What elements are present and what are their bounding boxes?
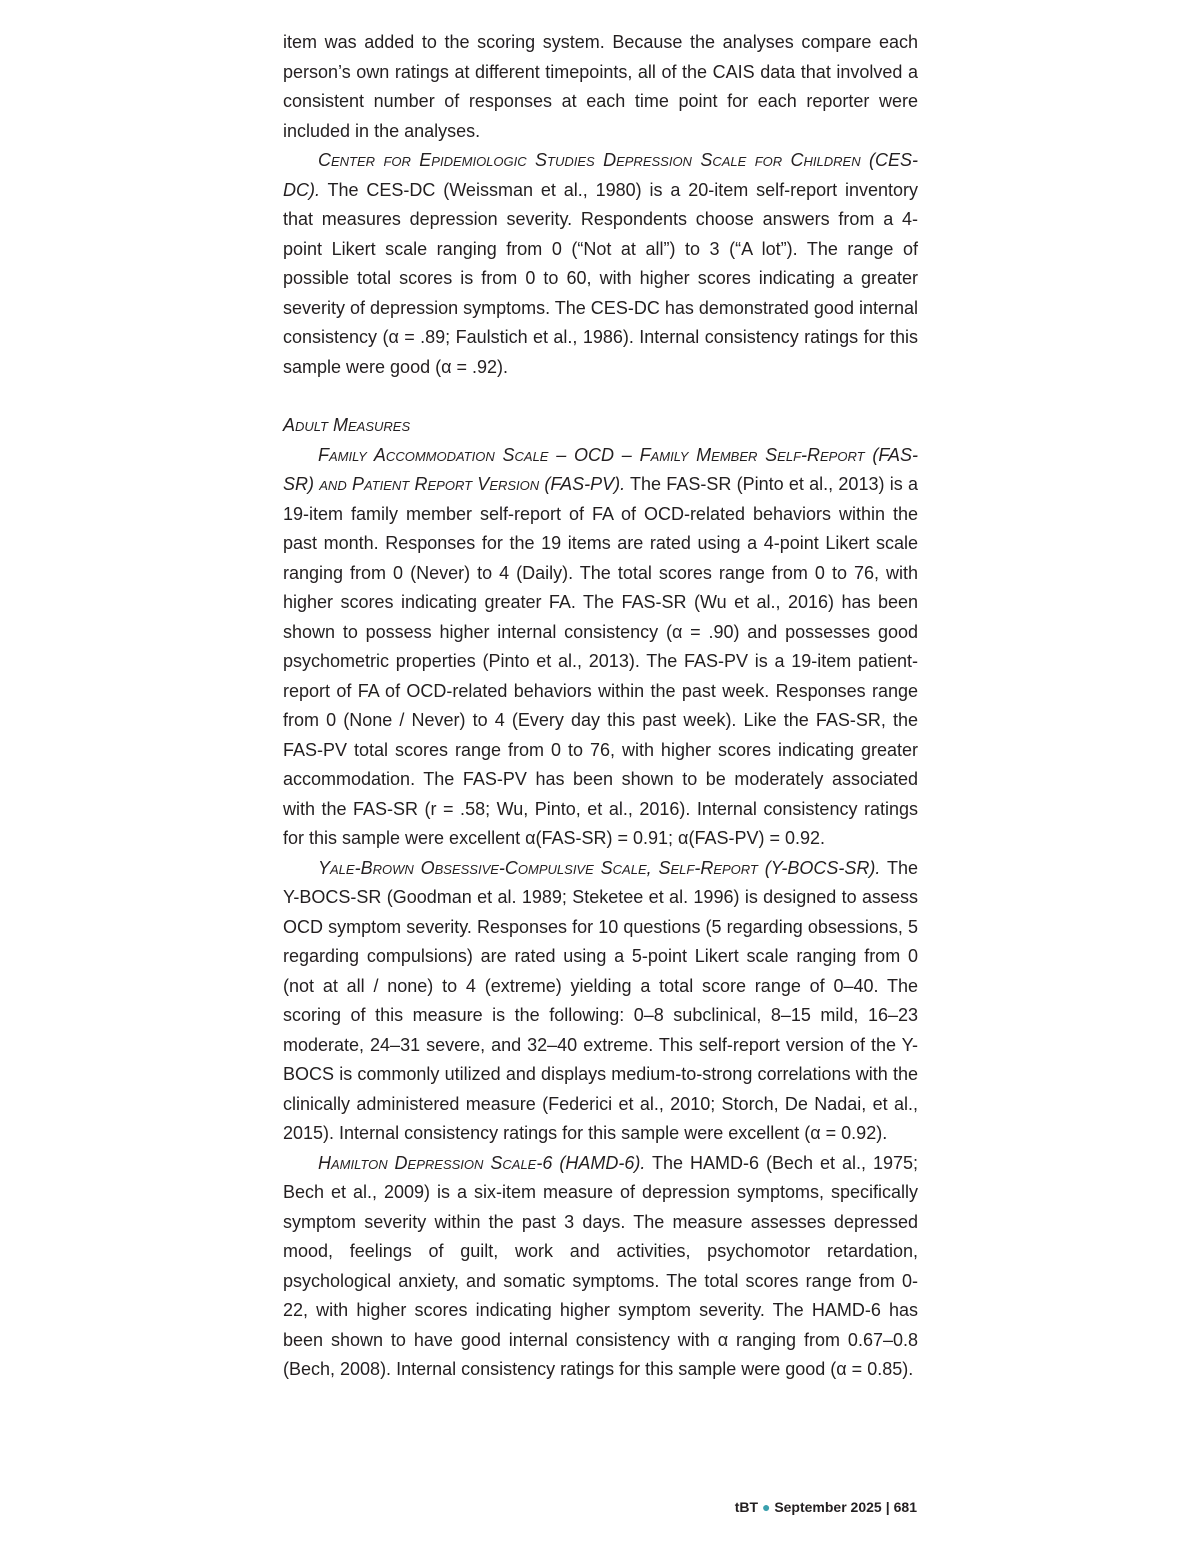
paragraph-fas bbox=[283, 441, 918, 854]
section-heading-adult-measures: Adult Measures bbox=[283, 415, 411, 435]
paragraph-text: The HAMD-6 (Bech et al., 1975; Bech et al., 2009) is a six-item measure of depression symptoms, specifically symptom severity within the past 3 days. The measure assesses depressed mood, feelings of guilt, work and activities, psychomotor retardation, psychological anxiety, and somatic symptoms. The total scores range from 0-22, with higher scores indicating higher symptom severity. The HAMD-6 has been shown to have good internal consistency with α ranging from 0.67–0.8 (Bech, 2008). Internal consistency ratings for this sample were good (α = 0.85). bbox=[283, 1152, 918, 1379]
paragraph-text: item was added to the scoring system. Because the analyses compare each person’s own ratings at different timepoints, all of the CAIS data that involved a consistent number of responses at each time point for each reporter were included in the analyses. bbox=[283, 32, 918, 141]
measure-heading-hamd: Hamilton Depression Scale-6 (HAMD-6). bbox=[318, 1152, 646, 1173]
issue-date: September 2025 bbox=[774, 1499, 882, 1515]
paragraph-text: The Y-BOCS-SR (Goodman et al. 1989; Steketee et al. 1996) is designed to assess OCD symptom severity. Responses for 10 questions (5 regarding obsessions, 5 regarding compulsions) are rated using a 5-point Likert scale ranging from 0 (not at all / none) to 4 (extreme) yielding a total score range of 0–40. The scoring of this measure is the following: 0–8 subclinical, 8–15 mild, 16–23 moderate, 24–31 severe, and 32–40 extreme. This self-report version of the Y-BOCS is commonly utilized and displays medium-to-strong correlations with the clinically administered measure (Federici et al., 2010; Storch, De Nadai, et al., 2015). Internal consistency ratings for this sample were excellent (α = 0.92). bbox=[283, 857, 918, 1143]
journal-name: tBT bbox=[734, 1499, 759, 1515]
footer-separator: | bbox=[885, 1499, 890, 1515]
footer-dot-icon: ● bbox=[761, 1499, 771, 1515]
measure-heading-ybocs: Yale-Brown Obsessive-Compulsive Scale, Self-Report (Y-BOCS-SR). bbox=[318, 857, 881, 878]
paragraph-ces-dc bbox=[283, 146, 918, 382]
paragraph-hamd bbox=[283, 1149, 918, 1385]
paragraph-text: The CES-DC (Weissman et al., 1980) is a 20-item self-report inventory that measures depression severity. Respondents choose answers from a 4-point Likert scale ranging from 0 (“Not at all”) to 3 (“A lot”). The range of possible total scores is from 0 to 60, with higher scores indicating a greater severity of depression symptoms. The CES-DC has demonstrated good internal consistency (α = .89; Faulstich et al., 1986). Internal consistency ratings for this sample were good (α = .92). bbox=[283, 179, 918, 377]
page-number: 681 bbox=[893, 1499, 917, 1515]
measure-heading-fas: Family Accommodation Scale – OCD – Family Member Self-Report (FAS-SR) and Patient Report Version (FAS-PV). bbox=[283, 444, 918, 494]
article-body bbox=[283, 28, 918, 1385]
page-footer bbox=[735, 1499, 917, 1515]
paragraph-text: The FAS-SR (Pinto et al., 2013) is a 19-item family member self-report of FA of OCD-related behaviors within the past month. Responses for the 19 items are rated using a 4-point Likert scale ranging from 0 (Never) to 4 (Daily). The total scores range from 0 to 76, with higher scores indicating greater FA. The FAS-SR (Wu et al., 2016) has been shown to possess higher internal consistency (α = .90) and possesses good psychometric properties (Pinto et al., 2013). The FAS-PV is a 19-item patient-report of FA of OCD-related behaviors within the past week. Responses range from 0 (None / Never) to 4 (Every day this past week). Like the FAS-SR, the FAS-PV total scores range from 0 to 76, with higher scores indicating greater accommodation. The FAS-PV has been shown to be moderately associated with the FAS-SR (r = .58; Wu, Pinto, et al., 2016). Internal consistency ratings for this sample were excellent α(FAS-SR) = 0.91; α(FAS-PV) = 0.92. bbox=[283, 474, 918, 848]
paragraph-cais-continuation bbox=[283, 28, 918, 146]
paragraph-ybocs bbox=[283, 854, 918, 1149]
measure-heading-ces-dc: Center for Epidemiologic Studies Depression Scale for Children (CES-DC). bbox=[283, 150, 918, 200]
